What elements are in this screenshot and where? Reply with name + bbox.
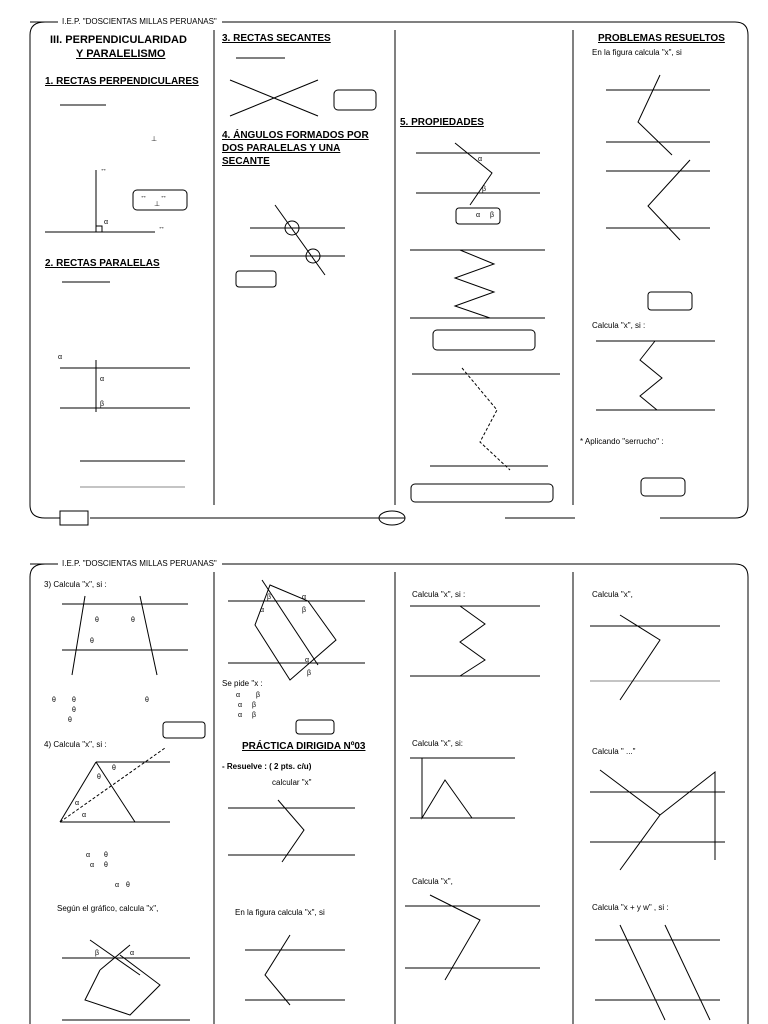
question-3: 3) Calcula "x", si :: [44, 580, 107, 589]
practice-heading: PRÁCTICA DIRIGIDA Nº03: [242, 741, 366, 752]
heading-angulos-3: SECANTE: [222, 156, 270, 167]
beta-label: β: [252, 702, 257, 709]
section-subtitle: Y PARALELISMO: [76, 48, 166, 60]
heading-propiedades: 5. PROPIEDADES: [400, 117, 484, 128]
alpha-label: α: [100, 376, 105, 383]
se-pide-text: Se pide "x :: [222, 679, 263, 688]
heading-problemas: PROBLEMAS RESUELTOS: [598, 33, 725, 44]
question-4: 4) Calcula "x", si :: [44, 740, 107, 749]
heading-paralelas: 2. RECTAS PARALELAS: [45, 258, 160, 269]
exercise-c3c: Calcula "x",: [412, 877, 453, 886]
alpha-label: α: [478, 156, 483, 163]
alpha-label: α: [260, 607, 265, 614]
practice-calcular: calcular "x": [272, 778, 312, 787]
exercise-c4b: Calcula " ...": [592, 747, 636, 756]
problem-3-text: * Aplicando "serrucho" :: [580, 437, 664, 446]
exercise-c3a: Calcula "x", si :: [412, 590, 466, 599]
alpha-label: α: [90, 862, 95, 869]
alpha-label: α: [305, 657, 310, 664]
alpha-label: α: [86, 852, 91, 859]
theta-label: θ: [72, 707, 76, 714]
beta-label: β: [490, 212, 495, 219]
beta-label: β: [252, 712, 257, 719]
heading-angulos: 4. ÁNGULOS FORMADOS POR: [222, 130, 369, 141]
theta-label: θ: [104, 862, 108, 869]
alpha-label: α: [236, 692, 241, 699]
exercise-c3b: Calcula "x", si:: [412, 739, 464, 748]
beta-label: β: [482, 186, 487, 193]
theta-label: θ: [95, 617, 99, 624]
problem-1-text: En la figura calcula "x", si: [592, 48, 682, 57]
alpha-label: α: [104, 219, 109, 226]
theta-label: θ: [72, 697, 76, 704]
perp-symbol: ⊥: [154, 201, 161, 208]
alpha-label: α: [82, 812, 87, 819]
theta-label: θ: [90, 638, 94, 645]
alpha-label: α: [302, 594, 307, 601]
theta-label: θ: [131, 617, 135, 624]
problem-2-text: Calcula "x", si :: [592, 321, 646, 330]
arrow-symbol: ↔: [158, 224, 165, 231]
alpha-label: α: [58, 354, 63, 361]
header-label-sheet2: I.E.P. "DOSCIENTAS MILLAS PERUANAS": [62, 559, 217, 568]
section-title: III. PERPENDICULARIDAD: [50, 34, 187, 46]
theta-label: θ: [68, 717, 72, 724]
heading-perpendiculares: 1. RECTAS PERPENDICULARES: [45, 76, 199, 87]
alpha-label: α: [476, 212, 481, 219]
heading-secantes: 3. RECTAS SECANTES: [222, 33, 331, 44]
alpha-label: α: [238, 702, 243, 709]
theta-label: θ: [112, 765, 116, 772]
theta-label: θ: [104, 852, 108, 859]
beta-label: β: [267, 594, 272, 601]
arrow-symbol: ↔: [140, 193, 147, 200]
beta-label: β: [256, 692, 261, 699]
beta-label: β: [95, 950, 100, 957]
theta-label: θ: [126, 882, 130, 889]
alpha-label: α: [130, 950, 135, 957]
alpha-label: α: [75, 800, 80, 807]
alpha-label: α: [238, 712, 243, 719]
heading-angulos-2: DOS PARALELAS Y UNA: [222, 143, 341, 154]
practice-figure-text: En la figura calcula "x", si: [235, 908, 325, 917]
theta-label: θ: [52, 697, 56, 704]
theta-label: θ: [97, 774, 101, 781]
perp-symbol: ⊥: [151, 136, 158, 143]
question-5: Según el gráfico, calcula "x",: [57, 904, 159, 913]
beta-label: β: [302, 607, 307, 614]
arrow-symbol: ↔: [100, 166, 107, 173]
beta-label: β: [100, 401, 105, 408]
exercise-c4a: Calcula "x",: [592, 590, 633, 599]
beta-label: β: [307, 670, 312, 677]
theta-label: θ: [145, 697, 149, 704]
alpha-label: α: [115, 882, 120, 889]
practice-instructions: - Resuelve : ( 2 pts. c/u): [222, 762, 312, 771]
exercise-c4c: Calcula "x + y w" , si :: [592, 903, 669, 912]
arrow-symbol: ↔: [160, 193, 167, 200]
header-label: I.E.P. "DOSCIENTAS MILLAS PERUANAS": [62, 17, 217, 26]
